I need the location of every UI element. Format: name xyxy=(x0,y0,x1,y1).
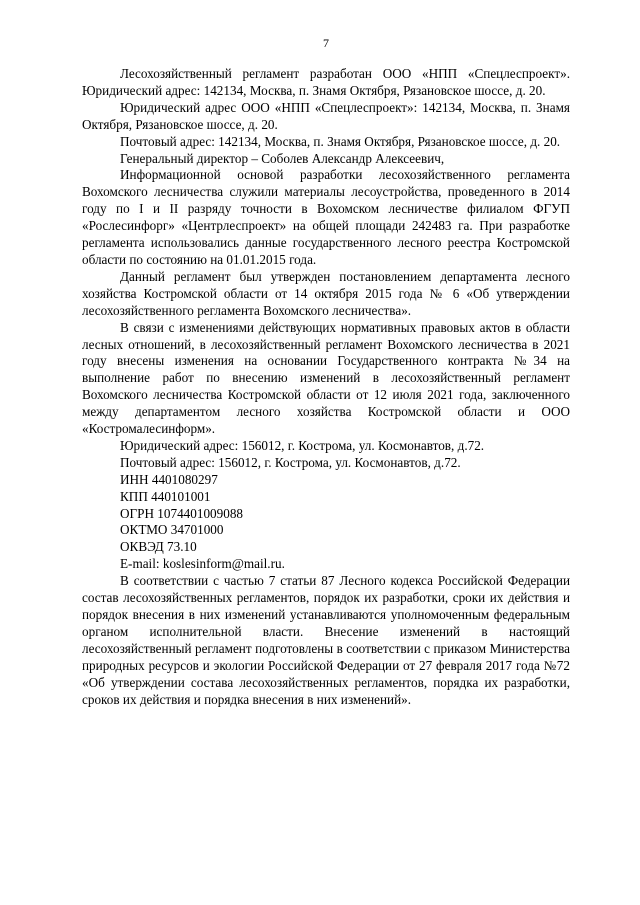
paragraph-information-basis: Информационной основой разработки лесохозяйственного регламента Вохомского лесничества служили материалы лесоустройства, проведенного в 2014 году по I и II разряду точности в Вохомском лесничестве филиалом ФГУП «Рослесинфорг» «Центрлеспроект» на общей площади 242483 га. При разработке регламента использовались данные государственного лесного реестра Костромской области по состоянию на 01.01.2015 года. xyxy=(82,167,570,267)
page-number: 7 xyxy=(323,36,329,50)
paragraph-changes: В связи с изменениями действующих нормативных правовых актов в области лесных отношений, в лесохозяйственный регламент Вохомского лесничества в 2021 году внесены изменения на основании Государственного контракта №34 на выполнение работ по внесению изменений в лесохозяйственный регламент Вохомского лесничества Костромской области от 12 июля 2021 года, заключенного между департаментом лесного хозяйства Костромской области и ООО «Костромалесинформ». xyxy=(82,319,570,437)
requisite-inn: ИНН 4401080297 xyxy=(120,471,218,487)
paragraph-developer: Лесохозяйственный регламент разработан ООО «НПП «Спецлеспроект». Юридический адрес: 142134, Москва, п. Знамя Октября, Рязановское шоссе, д. 20. xyxy=(82,66,570,98)
requisite-oktmo: ОКТМО 34701000 xyxy=(120,522,224,538)
document-body xyxy=(82,66,570,708)
requisite-kpp: КПП 440101001 xyxy=(120,488,211,504)
requisite-legal-address: Юридический адрес: 156012, г. Кострома, ул. Космонавтов, д.72. xyxy=(120,437,485,453)
paragraph-legal-address: Юридический адрес ООО «НПП «Спецлеспроект»: 142134, Москва, п. Знамя Октября, Рязановское шоссе, д. 20. xyxy=(82,99,570,132)
paragraph-director: Генеральный директор – Соболев Александр Алексеевич, xyxy=(120,150,445,166)
requisite-okved: ОКВЭД 73.10 xyxy=(120,539,197,555)
paragraph-legal-basis: В соответствии с частью 7 статьи 87 Лесного кодекса Российской Федерации состав лесохозяйственных регламентов, порядок их разработки, сроки их действия и порядок внесения в них изменений устанавливаются уполномоченным федеральным органом исполнительной власти. Внесение изменений в настоящий лесохозяйственный регламент подготовлены в соответствии с приказом Министерства природных ресурсов и экологии Российской Федерации от 27 февраля 2017 года №72 «Об утверждении состава лесохозяйственных регламентов, порядка их разработки, сроков их действия и порядка внесения в них изменений». xyxy=(82,573,570,707)
paragraph-approval: Данный регламент был утвержден постановлением департамента лесного хозяйства Костромской области от 14 октября 2015 года № 6 «Об утверждении лесохозяйственного регламента Вохомского лесничества». xyxy=(82,268,570,318)
paragraph-postal-address: Почтовый адрес: 142134, Москва, п. Знамя Октября, Рязановское шоссе, д. 20. xyxy=(120,133,561,149)
requisite-ogrn: ОГРН 1074401009088 xyxy=(120,505,244,521)
requisite-email: E-mail: koslesinform@mail.ru. xyxy=(120,556,285,572)
requisite-postal-address: Почтовый адрес: 156012, г. Кострома, ул. Космонавтов, д.72. xyxy=(120,454,461,470)
